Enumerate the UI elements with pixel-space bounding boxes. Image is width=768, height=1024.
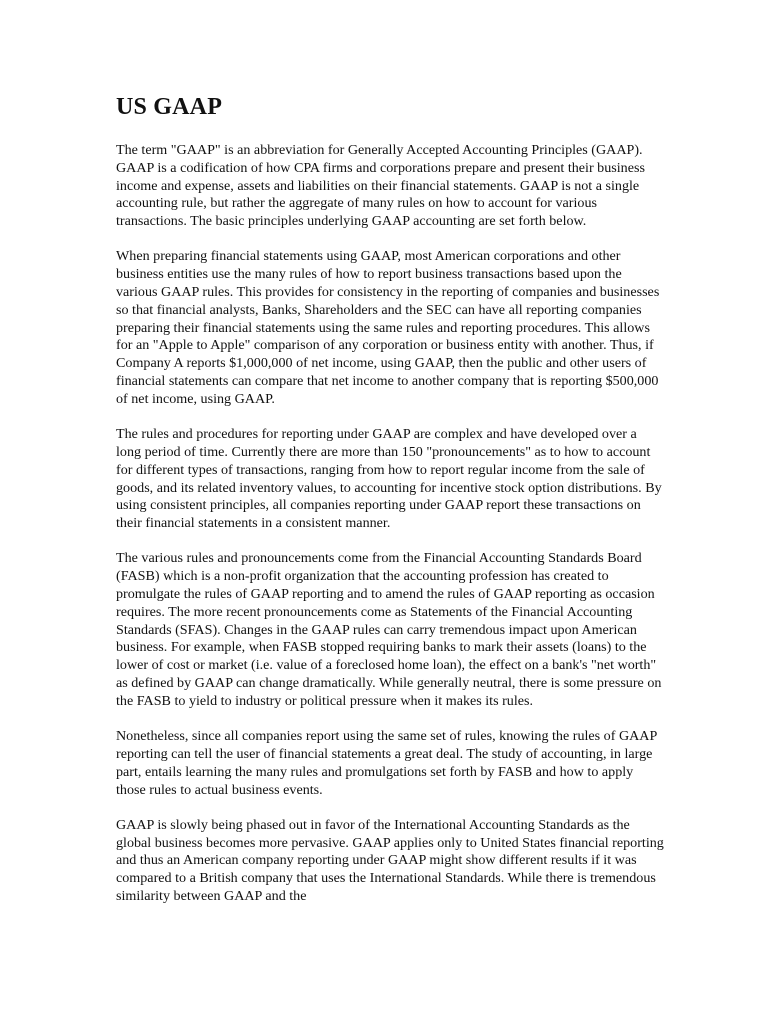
paragraph-rules-complexity: The rules and procedures for reporting under GAAP are complex and have developed over a long period of time. Currently there are more than 150 "pronouncements" as to how to account for different types of transactions, ranging from how to report regular income from the sale of goods, and its related inventory values, to accounting for incentive stock option distributions. By using consistent principles, all companies reporting under GAAP report these transactions on their financial statements in a consistent manner.: [116, 426, 662, 532]
document-title: US GAAP: [116, 94, 223, 120]
paragraph-fasb: The various rules and pronouncements come from the Financial Accounting Standards Board (FASB) which is a non-profit organization that the accounting profession has created to promulgate the rules of GAAP reporting and to amend the rules of GAAP reporting as occasion requires. The more recent pronouncements come as Statements of the Financial Accounting Standards (SFAS). Changes in the GAAP rules can carry tremendous impact upon American business. For example, when FASB stopped requiring banks to mark their assets (loans) to the lower of cost or market (i.e. value of a foreclosed home loan), the effect on a bank's "net worth" as defined by GAAP can change dramatically. While generally neutral, there is some pressure on the FASB to yield to industry or political pressure when it makes its rules.: [116, 550, 662, 709]
paragraph-consistency: When preparing financial statements using GAAP, most American corporations and other business entities use the many rules of how to report business transactions based upon the various GAAP rules. This provides for consistency in the reporting of companies and businesses so that financial analysts, Banks, Shareholders and the SEC can have all reporting companies preparing their financial statements using the same rules and reporting procedures. This allows for an "Apple to Apple" comparison of any corporation or business entity with another. Thus, if Company A reports $1,000,000 of net income, using GAAP, then the public and other users of financial statements can compare that net income to another company that is reporting $500,000 of net income, using GAAP.: [116, 248, 660, 407]
paragraph-international-standards: GAAP is slowly being phased out in favor of the International Accounting Standards as the global business becomes more pervasive. GAAP applies only to United States financial reporting and thus an American company reporting under GAAP might show different results if it was compared to a British company that uses the International Standards. While there is tremendous similarity between GAAP and the: [116, 816, 664, 904]
paragraph-gaap-definition: The term "GAAP" is an abbreviation for Generally Accepted Accounting Principles (GAAP). GAAP is a codification of how CPA firms and corporations prepare and present their business income and expense, assets and liabilities on their financial statements. GAAP is not a single accounting rule, but rather the aggregate of many rules on how to account for various transactions. The basic principles underlying GAAP accounting are set forth below.: [116, 142, 645, 230]
document-body: [116, 92, 664, 923]
paragraph-study-of-accounting: Nonetheless, since all companies report using the same set of rules, knowing the rules of GAAP reporting can tell the user of financial statements a great deal. The study of accounting, in large part, entails learning the many rules and promulgations set forth by FASB and how to apply those rules to actual business events.: [116, 728, 657, 798]
